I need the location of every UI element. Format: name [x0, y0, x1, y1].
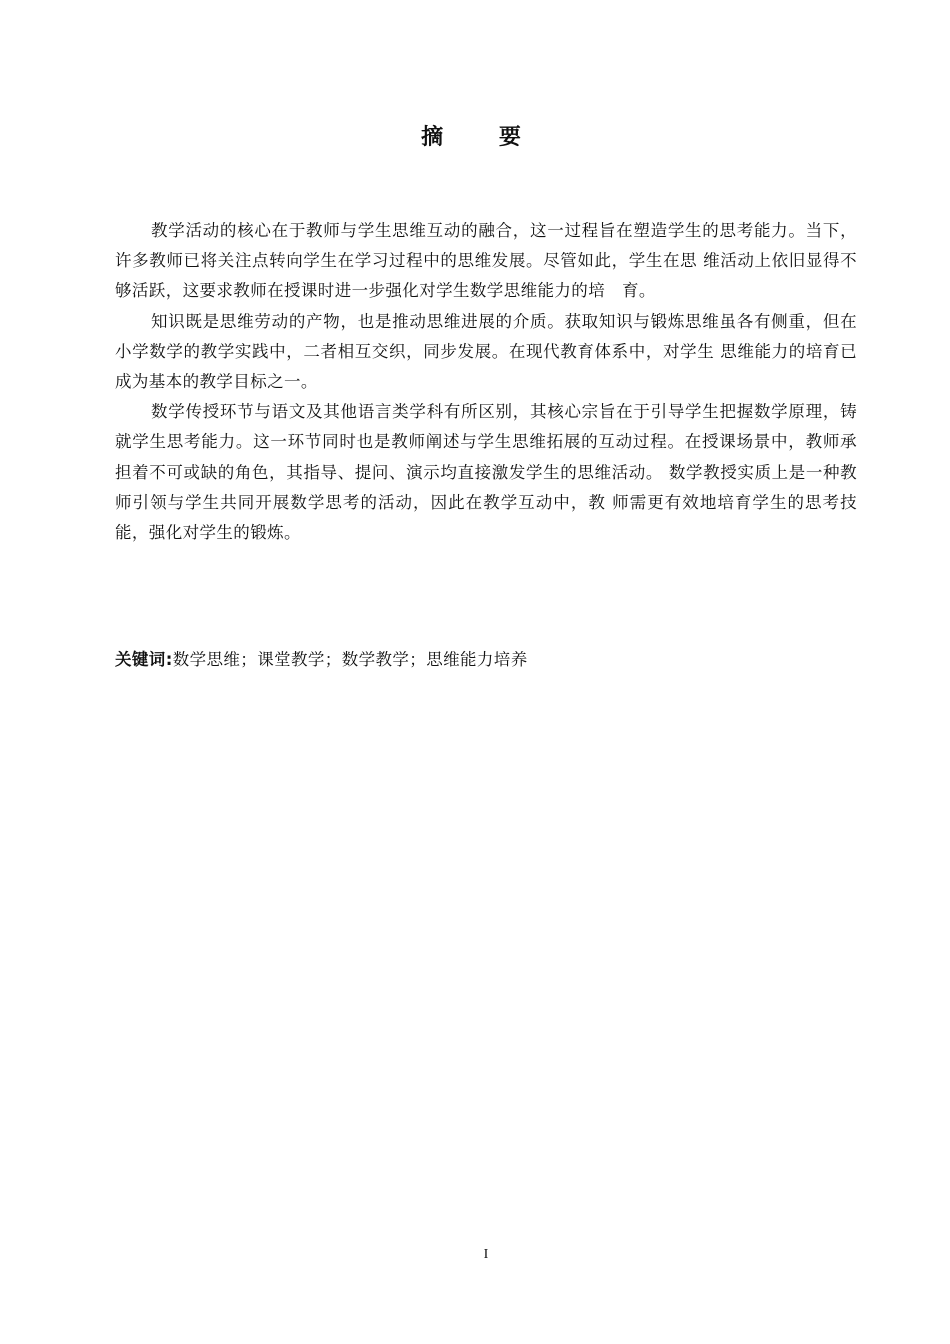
keywords-line	[115, 646, 857, 674]
page-number: I	[483, 1247, 489, 1262]
abstract-paragraph-1: 教学活动的核心在于教师与学生思维互动的融合，这一过程旨在塑造学生的思考能力。当下，许多教师已将关注点转向学生在学习过程中的思维发展。尽管如此，学生在思 维活动上依旧显得不够活跃，这要求教师在授课时进一步强化对学生数学思维能力的培 育。	[115, 221, 857, 301]
abstract-paragraph-2: 知识既是思维劳动的产物，也是推动思维进展的介质。获取知识与锻炼思维虽各有侧重，但在小学数学的教学实践中，二者相互交织，同步发展。在现代教育体系中，对学生 思维能力的培育已成为基本的教学目标之一。	[115, 311, 857, 392]
abstract-paragraph-3: 数学传授环节与语文及其他语言类学科有所区别，其核心宗旨在于引导学生把握数学原理，铸就学生思考能力。这一环节同时也是教师阐述与学生思维拓展的互动过程。在授课场景中，教师承担着不可或缺的角色，其指导、提问、演示均直接激发学生的思维活动。 数学教授实质上是一种教师引领与学生共同开展数学思考的活动，因此在教学互动中，教 师需更有效地培育学生的思考技能，强化对学生的锻炼。	[115, 402, 857, 543]
keywords-text: 数学思维；课堂教学；数学教学；思维能力培养	[172, 650, 528, 669]
abstract-body	[115, 216, 857, 548]
abstract-title: 摘 要	[421, 125, 545, 150]
keywords-label: 关键词:	[115, 650, 173, 669]
